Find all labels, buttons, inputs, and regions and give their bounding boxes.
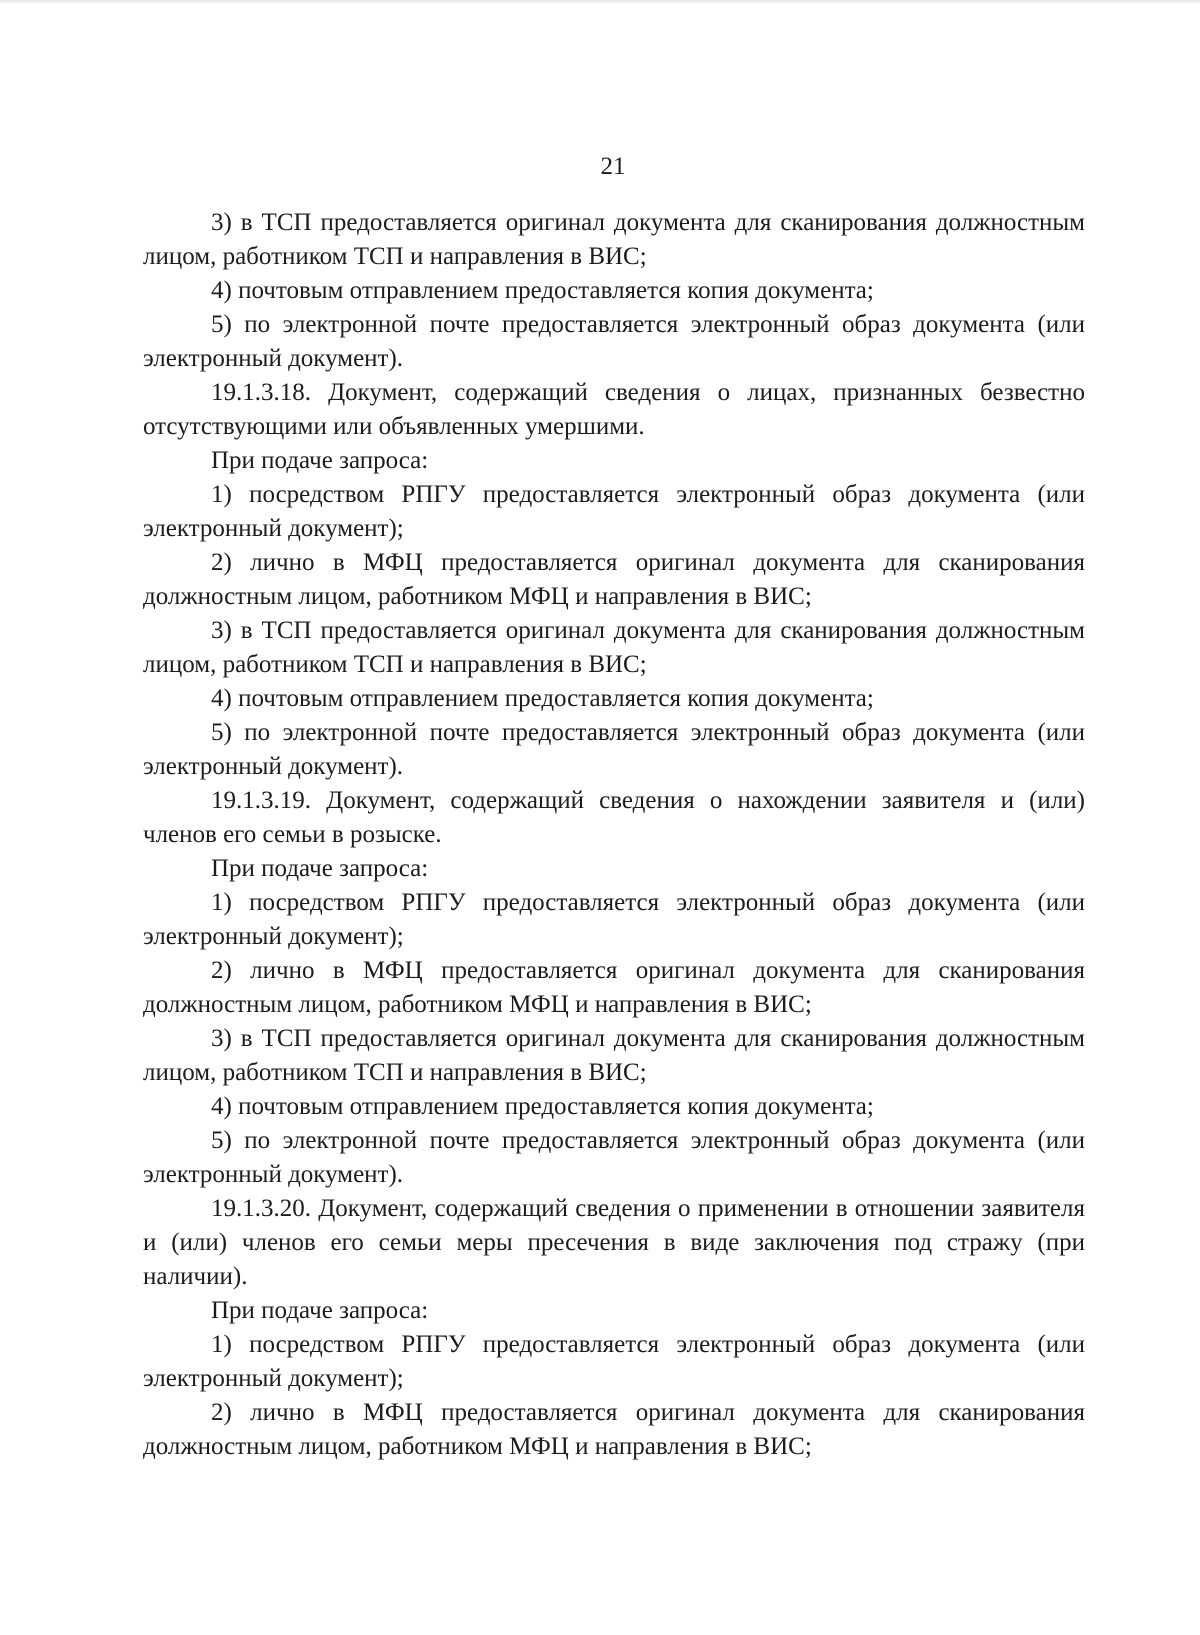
section-heading-19-1-3-19: 19.1.3.19. Документ, содержащий сведения о нахождении заявителя и (или) членов его семьи в розыске. [143, 787, 1085, 848]
paragraph: 1) посредством РПГУ предоставляется электронный образ документа (или электронный документ); [143, 481, 1085, 542]
paragraph: 4) почтовым отправлением предоставляется копия документа; [211, 277, 874, 304]
paragraph: 3) в ТСП предоставляется оригинал документа для сканирования должностным лицом, работником ТСП и направления в ВИС; [143, 617, 1085, 678]
paragraph: При подаче запроса: [211, 447, 429, 474]
paragraph: При подаче запроса: [211, 855, 429, 882]
paragraph: 2) лично в МФЦ предоставляется оригинал документа для сканирования должностным лицом, работником МФЦ и направления в ВИС; [143, 957, 1085, 1018]
paragraph: 3) в ТСП предоставляется оригинал документа для сканирования должностным лицом, работником ТСП и направления в ВИС; [143, 1025, 1085, 1086]
scan-edge [0, 0, 1200, 4]
paragraph: 5) по электронной почте предоставляется электронный образ документа (или электронный документ). [143, 1127, 1085, 1188]
document-body [143, 206, 1085, 1464]
section-heading-19-1-3-20: 19.1.3.20. Документ, содержащий сведения о применении в отношении заявителя и (или) членов его семьи меры пресечения в виде заключения под стражу (при наличии). [143, 1195, 1085, 1290]
paragraph: 1) посредством РПГУ предоставляется электронный образ документа (или электронный документ); [143, 1331, 1085, 1392]
paragraph: При подаче запроса: [211, 1297, 429, 1324]
paragraph: 4) почтовым отправлением предоставляется копия документа; [211, 685, 874, 712]
section-heading-19-1-3-18: 19.1.3.18. Документ, содержащий сведения о лицах, признанных безвестно отсутствующими или объявленных умершими. [143, 379, 1085, 440]
page-number: 21 [600, 153, 626, 180]
paragraph: 5) по электронной почте предоставляется электронный образ документа (или электронный документ). [143, 719, 1085, 780]
paragraph: 2) лично в МФЦ предоставляется оригинал документа для сканирования должностным лицом, работником МФЦ и направления в ВИС; [143, 549, 1085, 610]
paragraph: 1) посредством РПГУ предоставляется электронный образ документа (или электронный документ); [143, 889, 1085, 950]
paragraph: 5) по электронной почте предоставляется электронный образ документа (или электронный документ). [143, 311, 1085, 372]
paragraph: 4) почтовым отправлением предоставляется копия документа; [211, 1093, 874, 1120]
paragraph: 3) в ТСП предоставляется оригинал документа для сканирования должностным лицом, работником ТСП и направления в ВИС; [143, 209, 1085, 270]
paragraph: 2) лично в МФЦ предоставляется оригинал документа для сканирования должностным лицом, работником МФЦ и направления в ВИС; [143, 1399, 1085, 1460]
